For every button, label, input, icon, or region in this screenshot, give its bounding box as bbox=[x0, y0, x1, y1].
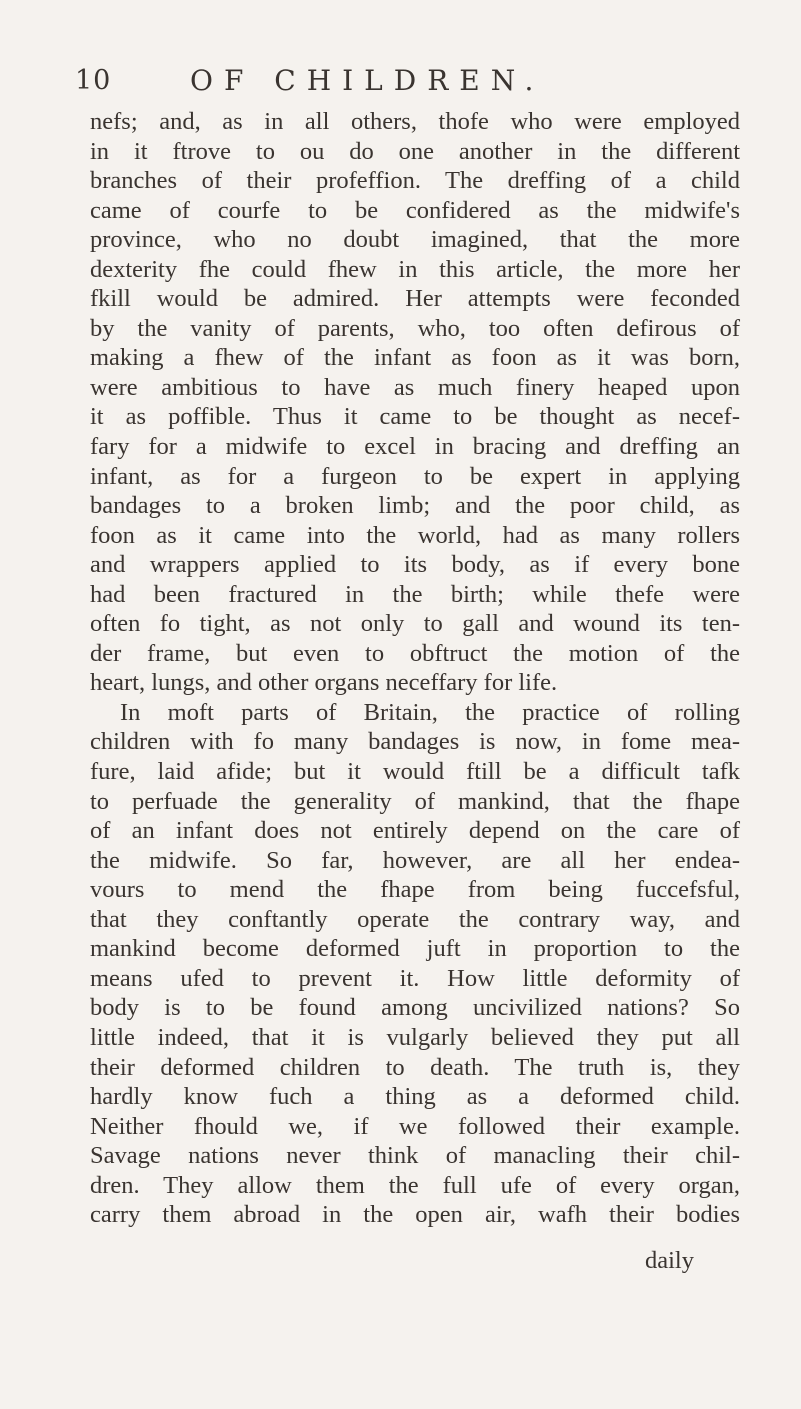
text-line: infant, as for a furgeon to be expert in applying bbox=[90, 462, 740, 490]
text-line: in it ftrove to ou do one another in the different bbox=[90, 137, 740, 165]
running-head: OF CHILDREN. bbox=[190, 64, 545, 97]
text-line: nefs; and, as in all others, thofe who were employed bbox=[90, 108, 740, 135]
text-line: making a fhew of the infant as foon as it was born, bbox=[90, 344, 740, 372]
text-line: province, who no doubt imagined, that the more bbox=[90, 226, 740, 254]
text-line: of an infant does not entirely depend on the care of bbox=[90, 817, 740, 845]
text-line: means ufed to prevent it. How little deformity of bbox=[90, 964, 740, 992]
text-line: mankind become deformed juft in proportion to the bbox=[90, 935, 740, 963]
text-line: had been fractured in the birth; while thefe were bbox=[90, 580, 740, 608]
text-line: der frame, but even to obftruct the motion of the bbox=[90, 639, 740, 667]
text-line: fkill would be admired. Her attempts were feconded bbox=[90, 285, 740, 313]
text-line: fure, laid afide; but it would ftill be a difficult tafk bbox=[90, 758, 740, 786]
text-line: and wrappers applied to its body, as if every bone bbox=[90, 551, 740, 579]
text-line: that they conftantly operate the contrary way, and bbox=[90, 905, 740, 933]
text-line: the midwife. So far, however, are all her endea- bbox=[90, 846, 740, 874]
text-line: by the vanity of parents, who, too often defirous of bbox=[90, 314, 740, 342]
text-line: often fo tight, as not only to gall and wound its ten- bbox=[90, 610, 740, 638]
text-line: it as poffible. Thus it came to be thought as necef- bbox=[90, 403, 740, 431]
text-line: fary for a midwife to excel in bracing and dreffing an bbox=[90, 433, 740, 461]
text-line: branches of their profeffion. The dreffing of a child bbox=[90, 167, 740, 195]
text-line: vours to mend the fhape from being fuccefsful, bbox=[90, 876, 740, 904]
text-line: came of courfe to be confidered as the midwife's bbox=[90, 196, 740, 224]
text-line: were ambitious to have as much finery heaped upon bbox=[90, 373, 740, 401]
paragraph-start-line: In moft parts of Britain, the practice of rolling bbox=[120, 698, 740, 726]
text-line: Neither fhould we, if we followed their example. bbox=[90, 1112, 740, 1140]
text-line: Savage nations never think of manacling their chil- bbox=[90, 1142, 740, 1170]
body-text bbox=[90, 107, 740, 1230]
text-line: little indeed, that it is vulgarly believed they put all bbox=[90, 1023, 740, 1051]
page-header bbox=[75, 64, 735, 104]
text-line: their deformed children to death. The truth is, they bbox=[90, 1053, 740, 1081]
catchword: daily bbox=[645, 1247, 694, 1274]
text-line: heart, lungs, and other organs neceffary for life. bbox=[90, 669, 558, 697]
text-line: body is to be found among uncivilized nations? So bbox=[90, 994, 740, 1022]
text-line: to perfuade the generality of mankind, that the fhape bbox=[90, 787, 740, 815]
text-line: dren. They allow them the full ufe of every organ, bbox=[90, 1171, 740, 1199]
text-line: bandages to a broken limb; and the poor child, as bbox=[90, 492, 740, 520]
text-line: hardly know fuch a thing as a deformed child. bbox=[90, 1083, 740, 1111]
text-line: dexterity fhe could fhew in this article, the more her bbox=[90, 255, 740, 283]
page-number: 10 bbox=[75, 65, 112, 96]
text-line: children with fo many bandages is now, in fome mea- bbox=[90, 728, 740, 756]
text-line: foon as it came into the world, had as many rollers bbox=[90, 521, 740, 549]
text-line: carry them abroad in the open air, wafh their bodies bbox=[90, 1201, 740, 1229]
